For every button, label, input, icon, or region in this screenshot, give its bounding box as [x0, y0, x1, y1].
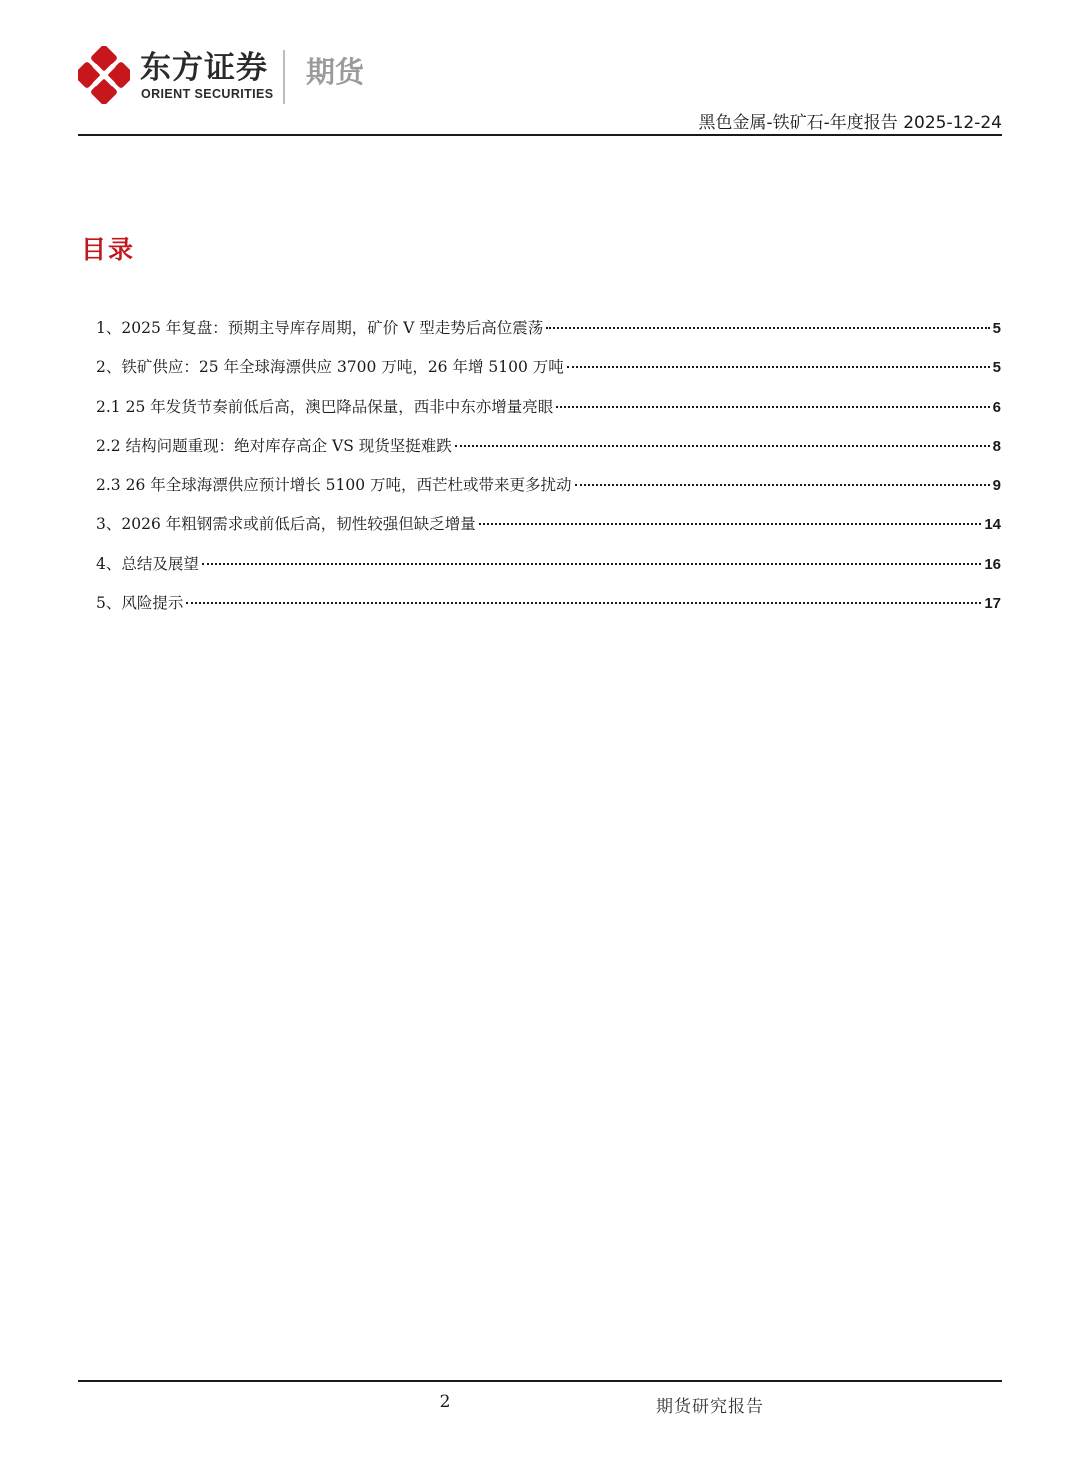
toc-leader-dots [202, 563, 981, 565]
toc-item-page: 5 [992, 320, 1001, 337]
logo-divider [283, 50, 285, 104]
toc-item-page: 5 [992, 359, 1001, 377]
toc-item-page: 6 [992, 398, 1001, 416]
orient-logo-icon [78, 46, 130, 104]
toc-list [96, 316, 1001, 630]
toc-item[interactable] [96, 316, 1001, 355]
page-number: 2 [439, 1392, 451, 1412]
toc-leader-dots [556, 406, 989, 408]
toc-item[interactable] [96, 591, 1001, 630]
footer-rule [78, 1380, 1002, 1382]
toc-item[interactable] [96, 355, 1001, 394]
toc-leader-dots [455, 445, 990, 447]
toc-item-label: 2、铁矿供应：25 年全球海漂供应 3700 万吨，26 年增 5100 万吨 [96, 358, 564, 377]
toc-item-label: 2.2 结构问题重现：绝对库存高企 VS 现货坚挺难跌 [96, 436, 452, 455]
toc-item-label: 3、2026 年粗钢需求或前低后高，韧性较强但缺乏增量 [96, 515, 476, 534]
toc-item-label: 2.3 26 年全球海漂供应预计增长 5100 万吨，西芒杜或带来更多扰动 [96, 476, 572, 495]
toc-item-page: 14 [984, 516, 1001, 534]
toc-item-label: 5、风险提示 [96, 594, 184, 613]
header-rule [78, 134, 1002, 136]
toc-item[interactable] [96, 512, 1001, 551]
toc-leader-dots [546, 327, 989, 329]
toc-item[interactable] [96, 552, 1001, 591]
toc-item-label: 2.1 25 年发货节奏前低后高，澳巴降品保量，西非中东亦增量亮眼 [96, 397, 554, 416]
toc-leader-dots [567, 366, 990, 368]
toc-item-label: 1、2025 年复盘：预期主导库存周期，矿价 V 型走势后高位震荡 [96, 319, 544, 337]
toc-item-page: 17 [984, 595, 1001, 613]
toc-item-page: 8 [992, 437, 1001, 455]
brand-division: 期货 [306, 55, 365, 89]
toc-item-label: 4、总结及展望 [96, 554, 199, 573]
company-logo [78, 46, 378, 108]
toc-item[interactable] [96, 434, 1001, 473]
toc-leader-dots [186, 602, 981, 604]
brand-name-en: ORIENT SECURITIES [141, 87, 274, 101]
toc-item[interactable] [96, 473, 1001, 512]
brand-name-cn: 东方证券 [140, 50, 268, 86]
toc-item-page: 16 [984, 555, 1001, 573]
toc-title: 目录 [81, 235, 136, 264]
footer-label: 期货研究报告 [656, 1397, 764, 1417]
toc-leader-dots [575, 484, 990, 486]
toc-item-page: 9 [992, 477, 1001, 495]
report-meta: 黑色金属-铁矿石-年度报告 2025-12-24 [698, 113, 1002, 133]
toc-leader-dots [479, 523, 982, 525]
toc-item[interactable] [96, 395, 1001, 434]
